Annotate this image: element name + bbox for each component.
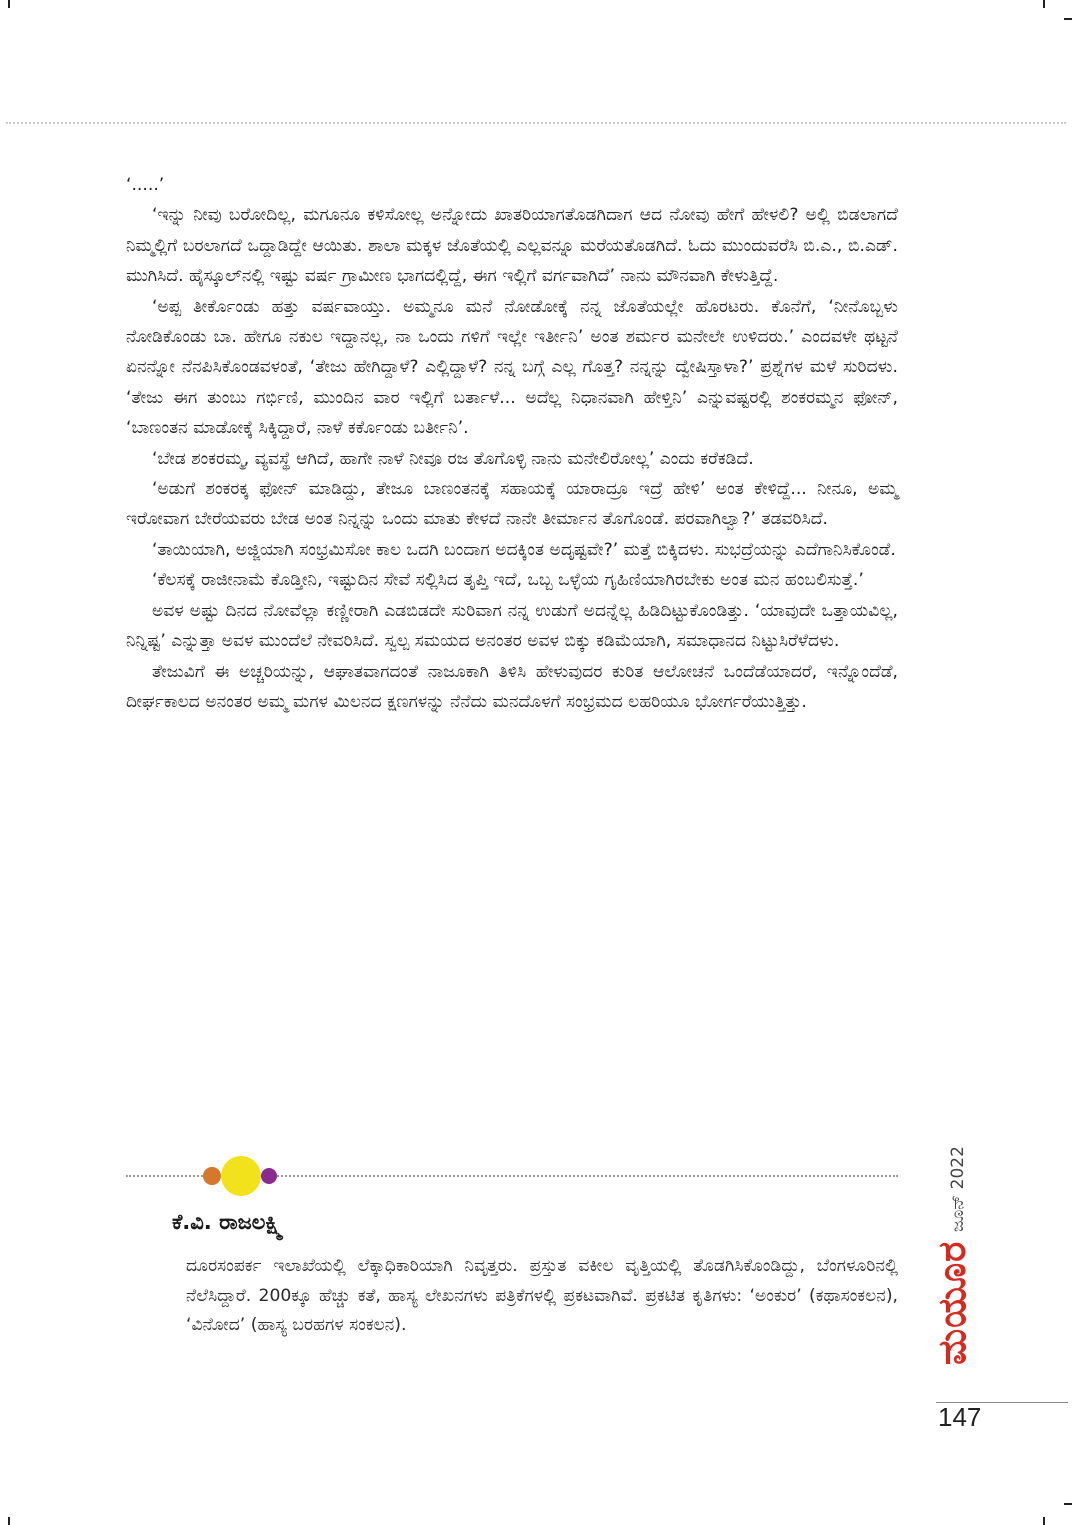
author-name: ಕೆ.ವಿ. ರಾಜಲಕ್ಷ್ಮಿ [172,1210,284,1234]
article-paragraph: ‘.....’ [126,175,165,195]
author-bio: ದೂರಸಂಪರ್ಕ ಇಲಾಖೆಯಲ್ಲಿ ಲೆಕ್ಕಾಧಿಕಾರಿಯಾಗಿ ನಿವೃತ್ತರು. ಪ್ರಸ್ತುತ ವಕೀಲ ವೃತ್ತಿಯಲ್ಲಿ ತೊಡಗಿಸಿಕೊಂಡಿದ್ದು, ಬೆಂಗಳೂರಿನಲ್ಲಿ ನೆಲೆಸಿದ್ದಾರೆ. 200ಕ್ಕೂ ಹೆಚ್ಚು ಕತೆ, ಹಾಸ್ಯ ಲೇಖನಗಳು ಪತ್ರಿಕೆಗಳಲ್ಲಿ ಪ್ರಕಟವಾಗಿವೆ. ಪ್ರಕಟಿತ ಕೃತಿಗಳು: ‘ಅಂಕುರ’ (ಕಥಾಸಂಕಲನ), ‘ವಿನೋದ’ (ಹಾಸ್ಯ ಬರಹಗಳ ಸಂಕಲನ). [186,1256,898,1335]
crop-mark-bottom-left [8,1517,10,1525]
top-dotted-rule [6,122,1066,124]
crop-mark-right-lower [1064,1503,1072,1505]
crop-mark-top-left [8,0,10,8]
article-paragraph: ‘ಬೇಡ ಶಂಕರಮ್ಮ, ವ್ಯವಸ್ಥೆ ಆಗಿದೆ, ಹಾಗೇ ನಾಳೆ ನೀವೂ ರಜ ತೊಗೊಳ್ಳಿ ನಾನು ಮನೇಲಿರೋಲ್ಲ’ ಎಂದು ಕರೆಕಡಿದೆ. [152,448,754,469]
article-paragraph: ‘ಇನ್ನು ನೀವು ಬರೋದಿಲ್ಲ, ಮಗೂನೂ ಕಳಿಸೋಲ್ಲ ಅನ್ನೋದು ಖಾತರಿಯಾಗತೊಡಗಿದಾಗ ಆದ ನೋವು ಹೇಗೆ ಹೇಳಲಿ? ಅಲ್ಲಿ ಬಿಡಲಾಗದೆ ನಿಮ್ಮಲ್ಲಿಗೆ ಬರಲಾಗದೆ ಒದ್ದಾಡಿದ್ದೇ ಆಯಿತು. ಶಾಲಾ ಮಕ್ಕಳ ಜೊತೆಯಲ್ಲಿ ಎಲ್ಲವನ್ನೂ ಮರೆಯತೊಡಗಿದೆ. ಓದು ಮುಂದುವರೆಸಿ ಬಿ.ಎ., ಬಿ.ಎಡ್. ಮುಗಿಸಿದೆ. ಹೈಸ್ಕೂಲ್‌ನಲ್ಲಿ ಇಷ್ಟು ವರ್ಷ ಗ್ರಾಮೀಣ ಭಾಗದಲ್ಲಿದ್ದೆ, ಈಗ ಇಲ್ಲಿಗೆ ವರ್ಗವಾಗಿದೆ’ ನಾನು ಮೌನವಾಗಿ ಕೇಳುತ್ತಿದ್ದೆ. [126,205,898,287]
crop-mark-top-right [1043,0,1045,8]
magazine-logo: ಮಯೂರ [930,1240,974,1366]
page-number: 147 [938,1402,982,1432]
article-paragraph: ತೇಜುವಿಗೆ ಈ ಅಚ್ಚರಿಯನ್ನು, ಆಘಾತವಾಗದಂತೆ ನಾಜೂಕಾಗಿ ತಿಳಿಸಿ ಹೇಳುವುದರ ಕುರಿತ ಆಲೋಚನೆ ಒಂದೆಡೆಯಾದರೆ, ಇನ್ನೊಂದೆಡೆ, ದೀರ್ಘಕಾಲದ ಅನಂತರ ಅಮ್ಮ ಮಗಳ ಮಿಲನದ ಕ್ಷಣಗಳನ್ನು ನೆನೆದು ಮನದೊಳಗೆ ಸಂಭ್ರಮದ ಲಹರಿಯೂ ಭೋರ್ಗರೆಯುತ್ತಿತ್ತು. [126,661,898,712]
article-paragraph: ‘ಅಡುಗೆ ಶಂಕರಕ್ಕ ಫೋನ್ ಮಾಡಿದ್ದು, ತೇಜೂ ಬಾಣಂತನಕ್ಕೆ ಸಹಾಯಕ್ಕೆ ಯಾರಾದ್ರೂ ಇದ್ರೆ ಹೇಳಿ’ ಅಂತ ಕೇಳಿದ್ದೆ... ನೀನೂ, ಅಮ್ಮ ಇರೋವಾಗ ಬೇರೆಯವರು ಬೇಡ ಅಂತ ನಿನ್ನನ್ನು ಒಂದು ಮಾತು ಕೇಳದೆ ನಾನೇ ತೀರ್ಮಾನ ತೊಗೊಂಡೆ. ಪರವಾಗಿಲ್ವಾ?’ ತಡವರಿಸಿದೆ. [126,479,898,530]
dot-purple [261,1168,277,1184]
issue-date: ಜೂನ್ 2022 [948,1146,968,1232]
crop-mark-right-upper [1064,18,1072,20]
article-paragraph: ‘ಅಪ್ಪ ತೀರ್ಕೊಂಡು ಹತ್ತು ವರ್ಷವಾಯ್ತು. ಅಮ್ಮನೂ ಮನೆ ನೋಡೋಕ್ಕೆ ನನ್ನ ಜೊತೆಯಲ್ಲೇ ಹೊರಟರು. ಕೊನೆಗೆ, ‘ನೀನೊಬ್ಬಳು ನೋಡಿಕೊಂಡು ಬಾ. ಹೇಗೂ ನಕುಲ ಇದ್ದಾನಲ್ಲ, ನಾ ಒಂದು ಗಳಿಗೆ ಇಲ್ಲೇ ಇರ್ತೀನಿ’ ಅಂತ ಶರ್ಮರ ಮನೇಲೇ ಉಳಿದರು.’ ಎಂದವಳೇ ಥಟ್ಟನೆ ಏನನ್ನೋ ನೆನಪಿಸಿಕೊಂಡವಳಂತೆ, ‘ತೇಜು ಹೇಗಿದ್ದಾಳೆ? ಎಲ್ಲಿದ್ದಾಳೆ? ನನ್ನ ಬಗ್ಗೆ ಎಲ್ಲ ಗೊತ್ತ? ನನ್ನನ್ನು ದ್ವೇಷಿಸ್ತಾಳಾ?’ ಪ್ರಶ್ನೆಗಳ ಮಳೆ ಸುರಿದಳು. ‘ತೇಜು ಈಗ ತುಂಬು ಗರ್ಭಿಣಿ, ಮುಂದಿನ ವಾರ ಇಲ್ಲಿಗೆ ಬರ್ತಾಳೆ... ಅದೆಲ್ಲ ನಿಧಾನವಾಗಿ ಹೇಳ್ತಿನಿ’ ಎನ್ನುವಷ್ಟರಲ್ಲಿ ಶಂಕರಮ್ಮನ ಫೋನ್, ‘ಬಾಣಂತನ ಮಾಡೋಕ್ಕೆ ಸಿಕ್ಕಿದ್ದಾರೆ, ನಾಳೆ ಕರ್ಕೊಂಡು ಬರ್ತೀನಿ’. [126,296,898,439]
article-paragraph: ‘ಕೆಲಸಕ್ಕೆ ರಾಜೀನಾಮೆ ಕೊಡ್ತೀನಿ, ಇಷ್ಟುದಿನ ಸೇವೆ ಸಲ್ಲಿಸಿದ ತೃಪ್ತಿ ಇದೆ, ಒಬ್ಬ ಒಳ್ಳೆಯ ಗೃಹಿಣಿಯಾಗಿರಬೇಕು ಅಂತ ಮನ ಹಂಬಲಿಸುತ್ತೆ.’ [152,570,864,591]
article-paragraph: ‘ತಾಯಿಯಾಗಿ, ಅಜ್ಜಿಯಾಗಿ ಸಂಭ್ರಮಿಸೋ ಕಾಲ ಒದಗಿ ಬಂದಾಗ ಅದಕ್ಕಿಂತ ಅದೃಷ್ಟವೇ?’ ಮತ್ತೆ ಬಿಕ್ಕಿದಳು. ಸುಭದ್ರೆಯನ್ನು ಎದೆಗಾನಿಸಿಕೊಂಡೆ. [152,539,896,560]
article-paragraph: ಅವಳ ಅಷ್ಟು ದಿನದ ನೋವೆಲ್ಲಾ ಕಣ್ಣೀರಾಗಿ ಎಡಬಿಡದೇ ಸುರಿವಾಗ ನನ್ನ ಉಡುಗೆ ಅದನ್ನೆಲ್ಲ ಹಿಡಿದಿಟ್ಟುಕೊಂಡಿತ್ತು. ‘ಯಾವುದೇ ಒತ್ತಾಯವಿಲ್ಲ, ನಿನ್ನಿಷ್ಟ’ ಎನ್ನುತ್ತಾ ಅವಳ ಮುಂದೆಲೆ ನೇವರಿಸಿದೆ. ಸ್ವಲ್ಪ ಸಮಯದ ಅನಂತರ ಅವಳ ಬಿಕ್ಕು ಕಡಿಮೆಯಾಗಿ, ಸಮಾಧಾನದ ನಿಟ್ಟುಸಿರೆಳೆದಳು. [126,600,898,652]
article-body [126,170,898,717]
dot-yellow [221,1156,261,1196]
crop-mark-bottom-right [1043,1517,1045,1525]
dot-orange [203,1167,221,1185]
